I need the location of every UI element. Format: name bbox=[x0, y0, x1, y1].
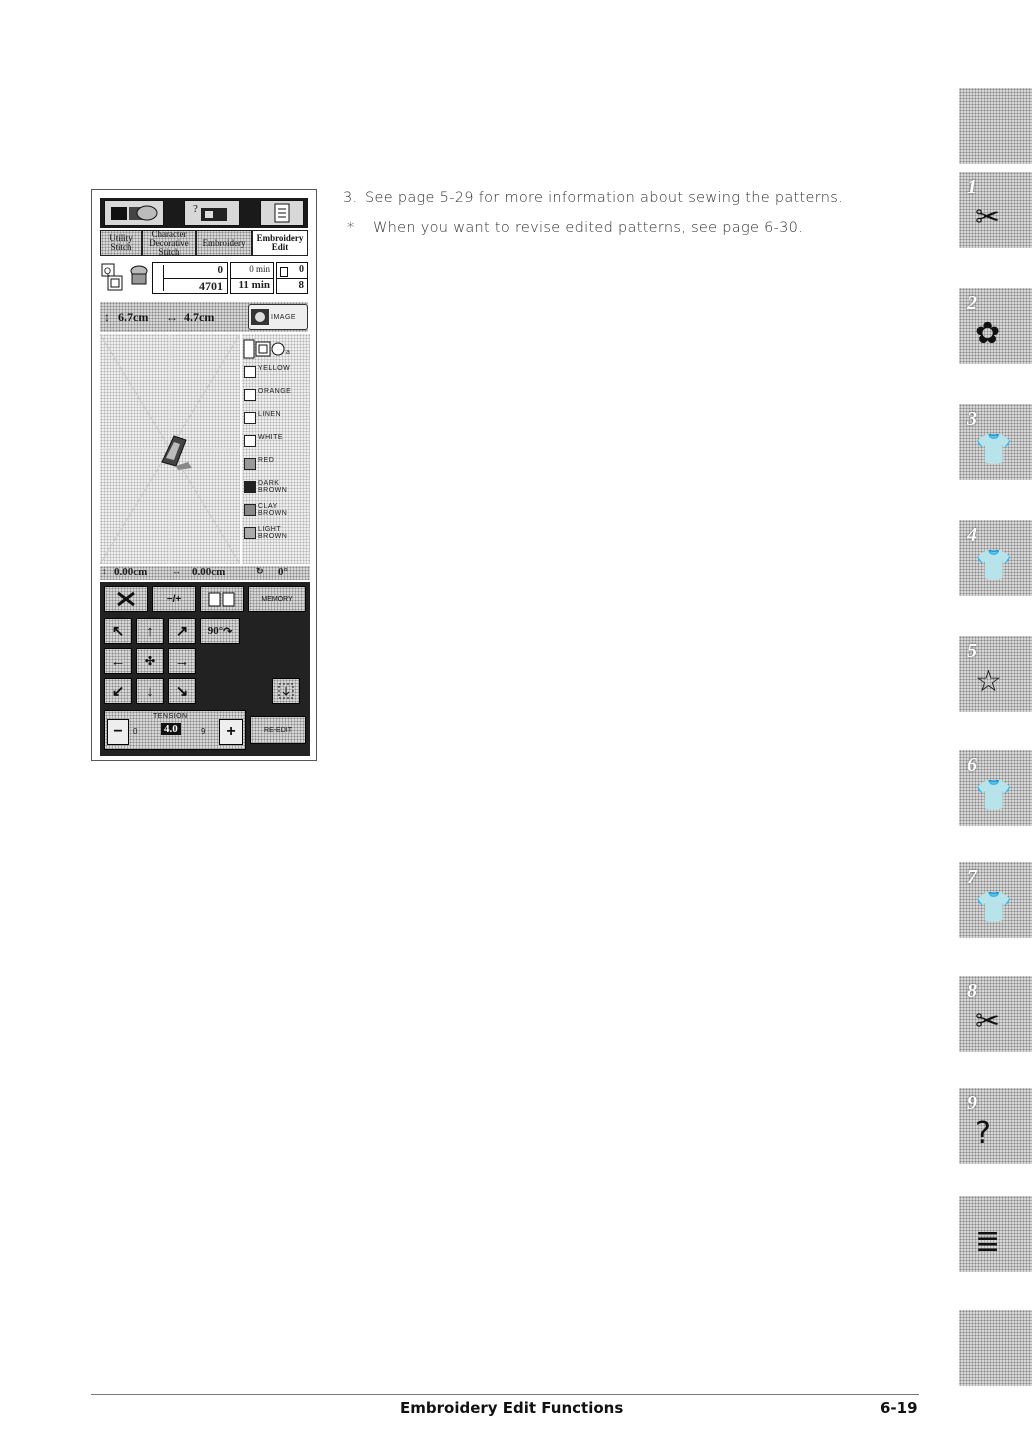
chapter-tab-number: 7 bbox=[967, 866, 977, 888]
note-text: When you want to revise edited patterns, see page 6-30. bbox=[373, 220, 804, 236]
arrow-right-icon: → bbox=[174, 652, 190, 670]
chapter-tab-number: 9 bbox=[967, 1092, 977, 1114]
memory-button[interactable] bbox=[248, 586, 306, 612]
scissors-icon bbox=[115, 590, 137, 608]
chapter-tab[interactable] bbox=[959, 750, 1032, 826]
rotate-button[interactable] bbox=[200, 618, 240, 644]
chapter-tab-number: 6 bbox=[967, 754, 977, 776]
arrow-down-left-icon: ↙ bbox=[111, 683, 125, 700]
stitch-counter bbox=[152, 262, 228, 294]
chapter-tab[interactable] bbox=[959, 636, 1032, 712]
thread-name: LIGHT BROWN bbox=[258, 526, 288, 540]
thread-item bbox=[242, 477, 310, 499]
move-left-button[interactable] bbox=[104, 648, 132, 674]
chapter-tab[interactable] bbox=[959, 288, 1032, 364]
rotation-angle: 0° bbox=[278, 566, 288, 578]
chapter-tab[interactable] bbox=[959, 1196, 1032, 1272]
reedit-button-label: RE-EDIT bbox=[264, 726, 292, 734]
horizontal-offset-icon: ↔ bbox=[172, 566, 181, 576]
arrow-down-icon: ↓ bbox=[146, 682, 154, 700]
help-machine-icon bbox=[189, 202, 235, 224]
chapter-tab[interactable] bbox=[959, 976, 1032, 1052]
chapter-tab[interactable] bbox=[959, 172, 1032, 248]
move-down-left-button[interactable] bbox=[104, 678, 132, 704]
thread-color-list bbox=[242, 334, 310, 564]
home-button[interactable] bbox=[104, 200, 164, 226]
size-row bbox=[100, 302, 308, 332]
pattern-height: 6.7cm bbox=[118, 310, 149, 324]
thread-item bbox=[242, 523, 310, 545]
chapter-tab-icon: ☆ bbox=[975, 664, 1002, 699]
memory-button-label: MEMORY bbox=[261, 595, 293, 603]
width-icon: ↔ bbox=[166, 310, 178, 324]
offset-horizontal: 0.00cm bbox=[192, 566, 226, 578]
thread-swatch-icon bbox=[244, 504, 256, 516]
thread-name: CLAY BROWN bbox=[258, 503, 288, 517]
tension-control bbox=[104, 710, 246, 750]
chapter-tab-icon: 👕 bbox=[975, 432, 1013, 467]
chapter-tab-icon: 👕 bbox=[975, 548, 1013, 583]
help-button[interactable] bbox=[184, 200, 240, 226]
settings-button[interactable] bbox=[260, 200, 304, 226]
reedit-button[interactable] bbox=[250, 716, 306, 744]
tab-embroidery-edit[interactable]: Embroidery Edit bbox=[252, 230, 308, 256]
chapter-tab[interactable] bbox=[959, 862, 1032, 938]
plus-icon: + bbox=[226, 723, 236, 740]
image-button[interactable] bbox=[248, 304, 308, 330]
step-number: 3. bbox=[343, 190, 358, 206]
step-text: See page 5-29 for more information about sewing the patterns. bbox=[365, 190, 843, 206]
thread-name: YELLOW bbox=[258, 365, 291, 372]
time-elapsed: 0 min bbox=[249, 264, 270, 274]
chapter-tab-number: 8 bbox=[967, 980, 977, 1002]
note-mark: * bbox=[347, 220, 355, 236]
thread-item bbox=[242, 500, 310, 522]
mirror-button-label: −/+ bbox=[166, 593, 182, 605]
thread-name: RED bbox=[258, 457, 275, 464]
chapter-tab-number: 5 bbox=[967, 640, 977, 662]
tension-plus-button[interactable] bbox=[219, 719, 243, 745]
center-icon: ✣ bbox=[144, 654, 156, 668]
thread-spool-icon bbox=[128, 264, 150, 292]
thread-item bbox=[242, 454, 310, 476]
thread-name: WHITE bbox=[258, 434, 284, 441]
chapter-tab-icon: ✿ bbox=[975, 316, 1001, 351]
arrow-left-icon: ← bbox=[110, 652, 126, 670]
svg-text:a: a bbox=[286, 349, 290, 356]
thread-name: LINEN bbox=[258, 411, 282, 418]
color-counter bbox=[276, 262, 308, 294]
chapter-tab[interactable] bbox=[959, 1088, 1032, 1164]
chapter-tab[interactable] bbox=[959, 1310, 1032, 1386]
chapter-tab[interactable] bbox=[959, 404, 1032, 480]
svg-text:?: ? bbox=[193, 203, 198, 215]
chapter-tab-number: 4 bbox=[967, 524, 977, 546]
move-up-right-button[interactable] bbox=[168, 618, 196, 644]
frame-icon bbox=[100, 262, 126, 294]
offset-vertical: 0.00cm bbox=[114, 566, 148, 578]
thread-name: DARK BROWN bbox=[258, 480, 288, 494]
thread-item bbox=[242, 408, 310, 430]
chapter-tab-number: 2 bbox=[967, 292, 977, 314]
trial-button[interactable] bbox=[272, 678, 300, 704]
tab-utility-stitch[interactable]: Utility Stitch bbox=[100, 230, 142, 256]
chapter-tab-icon: ≣ bbox=[975, 1224, 1001, 1259]
chapter-tab-icon: ✂ bbox=[975, 200, 1001, 235]
frame-size-icons bbox=[242, 336, 310, 362]
edit-controls bbox=[100, 582, 310, 756]
rotation-icon: ↻ bbox=[256, 566, 264, 576]
density-button[interactable] bbox=[200, 586, 244, 612]
image-frame-icon bbox=[249, 307, 271, 327]
lcd-screen-figure bbox=[91, 189, 317, 761]
arrow-up-icon: ↑ bbox=[146, 622, 154, 640]
chapter-tab-icon: 👕 bbox=[975, 778, 1013, 813]
vertical-offset-icon: ↕ bbox=[102, 566, 107, 576]
center-button[interactable] bbox=[136, 648, 164, 674]
thread-item bbox=[242, 362, 310, 384]
move-down-button[interactable] bbox=[136, 678, 164, 704]
density-icon bbox=[207, 589, 237, 609]
thread-swatch-icon bbox=[244, 366, 256, 378]
tension-label: TENSION bbox=[153, 713, 188, 720]
stitch-current: 0 bbox=[217, 264, 223, 276]
status-row bbox=[100, 260, 310, 298]
tension-max: 9 bbox=[201, 727, 206, 736]
embroidery-pattern-icon bbox=[152, 432, 198, 472]
tab-character-decorative-stitch[interactable]: Character Decorative Stitch bbox=[142, 230, 196, 256]
rotate-arrow-icon: ↷ bbox=[223, 625, 233, 638]
chapter-tab-icon: 👕 bbox=[975, 890, 1013, 925]
move-down-right-button[interactable] bbox=[168, 678, 196, 704]
page-number: 6-19 bbox=[880, 1399, 918, 1417]
arrow-up-left-icon: ↖ bbox=[111, 623, 125, 640]
tension-minus-button[interactable] bbox=[107, 719, 129, 745]
thread-item bbox=[242, 385, 310, 407]
tension-min: 0 bbox=[133, 727, 138, 736]
sewing-guide-icon bbox=[109, 203, 159, 223]
rotate-button-label: 90° bbox=[207, 625, 224, 637]
document-icon bbox=[272, 202, 292, 224]
mirror-button[interactable] bbox=[152, 586, 196, 612]
chapter-tab-icon: ? bbox=[975, 1116, 991, 1151]
image-button-label: IMAGE bbox=[271, 313, 297, 321]
thread-swatch-icon bbox=[244, 481, 256, 493]
move-up-left-button[interactable] bbox=[104, 618, 132, 644]
chapter-tab-number: 1 bbox=[967, 176, 977, 198]
move-up-button[interactable] bbox=[136, 618, 164, 644]
color-current: 0 bbox=[299, 264, 304, 275]
chapter-tab-icon: ✂ bbox=[975, 1004, 1001, 1039]
thread-swatch-icon bbox=[244, 389, 256, 401]
position-row bbox=[100, 566, 310, 580]
thread-name: ORANGE bbox=[258, 388, 292, 395]
trial-frame-icon bbox=[277, 682, 295, 700]
tab-embroidery[interactable]: Embroidery bbox=[196, 230, 252, 256]
arrow-down-right-icon: ↘ bbox=[175, 683, 189, 700]
arrow-up-right-icon: ↗ bbox=[175, 623, 189, 640]
thread-swatch-icon bbox=[244, 435, 256, 447]
chapter-tab-number: 3 bbox=[967, 408, 977, 430]
thread-swatch-icon bbox=[244, 412, 256, 424]
tension-value: 4.0 bbox=[161, 723, 181, 735]
thread-swatch-icon bbox=[244, 527, 256, 539]
time-total: 11 min bbox=[238, 279, 270, 291]
stitch-total: 4701 bbox=[199, 279, 223, 293]
thread-item bbox=[242, 431, 310, 453]
footer-title: Embroidery Edit Functions bbox=[400, 1399, 624, 1417]
screen-top-bar bbox=[100, 198, 308, 228]
category-tabs bbox=[100, 230, 308, 256]
color-total: 8 bbox=[298, 279, 304, 291]
footer-rule bbox=[91, 1394, 919, 1395]
move-right-button[interactable] bbox=[168, 648, 196, 674]
pattern-preview bbox=[100, 334, 240, 564]
delete-button[interactable] bbox=[104, 586, 148, 612]
chapter-tab[interactable] bbox=[959, 88, 1032, 164]
svg-text:Q: Q bbox=[104, 266, 112, 276]
minus-icon: − bbox=[113, 723, 123, 740]
pattern-width: 4.7cm bbox=[184, 310, 215, 324]
thread-swatch-icon bbox=[244, 458, 256, 470]
time-counter bbox=[230, 262, 274, 294]
chapter-tab[interactable] bbox=[959, 520, 1032, 596]
height-icon: ↕ bbox=[104, 310, 110, 324]
